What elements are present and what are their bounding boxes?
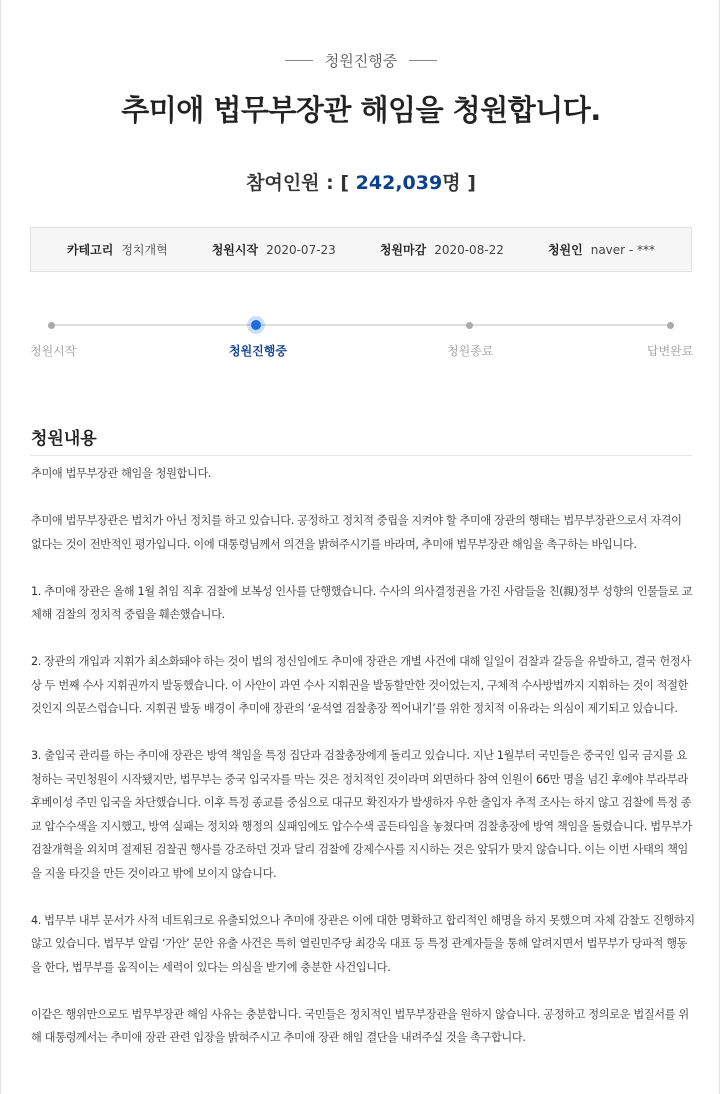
progress-step-ended: 청원종료 <box>447 344 494 358</box>
info-category <box>67 241 168 258</box>
progress-dot-ongoing <box>251 320 261 330</box>
info-end-value: 2020-08-22 <box>434 242 504 257</box>
status-label <box>1 50 720 71</box>
info-category-value: 정치개혁 <box>121 243 168 257</box>
status-right-dash <box>409 60 437 61</box>
content-paragraph: 추미애 법무부장관은 법치가 아닌 정치를 하고 있습니다. 공정하고 정치적 중립을 지켜야 할 추미애 장관의 행태는 법무부장관으로서 자격이 없다는 것이 전반적인 평가입니다. 이에 대통령님께서 의견을 밝혀주시기를 바라며, 추미애 법무부장관 해임을 촉구하는 바입니다. <box>31 514 682 551</box>
status-left-dash <box>285 60 313 61</box>
petition-title: 추미애 법무부장관 해임을 청원합니다. <box>121 93 601 127</box>
progress-dot-ended <box>466 322 473 329</box>
info-category-label: 카테고리 <box>66 243 114 257</box>
progress-track <box>51 324 670 326</box>
info-end <box>380 241 504 258</box>
content-paragraph: 1. 추미애 장관은 올해 1월 취임 직후 검찰에 보복성 인사를 단행했습니다. 수사의 의사결정권을 가진 사람들을 친(親)정부 성향의 인물들로 교체해 검찰의 정치적 중립을 훼손했습니다. <box>31 584 693 621</box>
info-author-label: 청원인 <box>547 243 583 257</box>
info-start-label: 청원시작 <box>211 243 259 257</box>
progress-dot-start <box>48 322 55 329</box>
content-paragraph: 추미애 법무부장관 해임을 청원합니다. <box>31 467 212 480</box>
participant-count <box>1 168 720 195</box>
info-author <box>548 241 655 258</box>
info-author-value: naver - *** <box>590 242 656 257</box>
content-paragraph: 이같은 행위만으로도 법무부장관 해임 사유는 충분합니다. 국민들은 정치적인 법무부장관을 원하지 않습니다. 공정하고 정의로운 법질서를 위해 대통령께서는 추미애 장관 관련 입장을 밝혀주시고 추미애 장관 해임 결단을 내려주실 것을 촉구합니다. <box>31 1007 689 1044</box>
participant-label: 참여인원 : [ <box>246 172 350 194</box>
content-paragraph: 3. 출입국 관리를 하는 추미애 장관은 방역 책임을 특정 집단과 검찰총장에게 돌리고 있습니다. 지난 1월부터 국민들은 중국인 입국 금지를 요청하는 국민청원이 시작됐지만, 법무부는 중국 입국자를 막는 것은 정치적인 것이라며 외면하다 참여 인원이 66만 명을 넘긴 후에야 부라부라 후베이성 주민 입국을 차단했습니다. 이후 특정 종교를 중심으로 대규모 확진자가 발생하자 우한 출입자 추적 조사는 하지 않고 검찰에 특정 종교 압수수색을 지시했고, 방역 실패는 정치와 행정의 실패임에도 압수수색 골든타임을 놓쳤다며 검찰총장에 방역 책임을 돌렸습니다. 법무부가 검찰개혁을 외치며 절제된 검찰권 행사를 강조하던 것과 달리 검찰에 강제수사를 지시하는 것은 앞뒤가 맞지 않습니다. 이는 이번 사태의 책임을 지울 타깃을 만든 것이라고 밖에 보이지 않습니다. <box>31 749 693 880</box>
progress-step-ongoing: 청원진행중 <box>229 344 287 358</box>
content-heading: 청원내용 <box>31 429 97 449</box>
content-paragraph: 2. 장관의 개입과 지휘가 최소화돼야 하는 것이 법의 정신임에도 추미애 장관은 개별 사건에 대해 일일이 검찰과 갈등을 유발하고, 결국 헌정사상 두 번째 수사 지휘권까지 발동했습니다. 이 사안이 과연 수사 지휘권을 발동할만한 것이었는지, 구체적 수사방법까지 지휘하는 것이 적절한 것인지 의문스럽습니다. 지휘권 발동 배경이 추미애 장관의 ‘윤석열 검찰총장 찍어내기’를 위한 정치적 이유라는 의심이 제기되고 있습니다. <box>31 655 691 715</box>
info-start <box>212 241 336 258</box>
progress-step-start: 청원시작 <box>30 344 77 358</box>
progress-dot-answered <box>667 322 674 329</box>
info-start-value: 2020-07-23 <box>266 242 336 257</box>
info-end-label: 청원마감 <box>379 243 427 257</box>
petition-progress <box>1 300 720 370</box>
participant-number: 242,039 <box>355 172 443 194</box>
content-divider <box>30 455 692 456</box>
petition-content <box>31 462 695 1050</box>
progress-step-answered: 답변완료 <box>647 344 694 358</box>
content-paragraph: 4. 법무부 내부 문서가 사적 네트워크로 유출되었으나 추미애 장관은 이에 대한 명확하고 합리적인 해명을 하지 못했으며 자체 감찰도 진행하지 않고 있습니다. 법무부 알림 ‘가안’ 문안 유출 사건은 특히 열린민주당 최강욱 대표 등 특정 관계자들을 통해 알려지면서 법무부가 당파적 행동을 한다, 법무부를 움직이는 세력이 있다는 의심을 받기에 충분한 사건입니다. <box>31 913 695 974</box>
status-text: 청원진행중 <box>324 52 398 70</box>
participant-unit: 명 ] <box>442 172 476 194</box>
petition-info-box <box>30 227 692 272</box>
